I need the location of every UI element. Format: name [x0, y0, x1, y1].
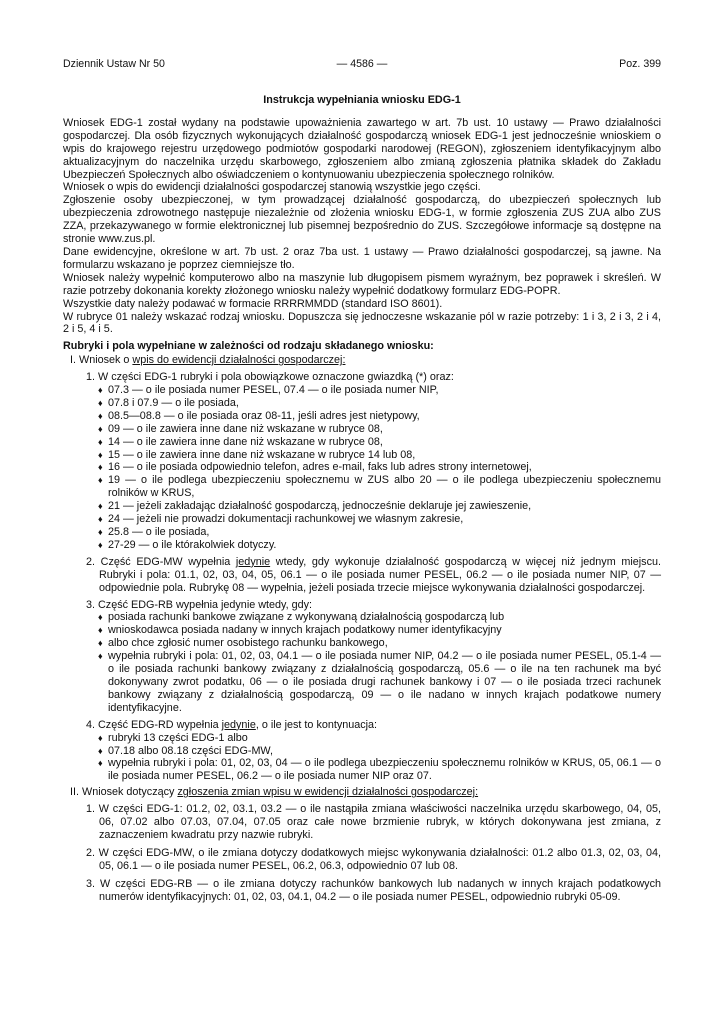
item-1 — [86, 371, 661, 552]
section-two-heading — [70, 786, 661, 799]
section-two-item: 1. W części EDG-1: 01.2, 02, 03.1, 03.2 — o ile nastąpiła zmiana właściwości naczelnika urzędu skarbowego, 04, 05, 06, 07.02 albo 07.03, 07.04, 07.05 oraz całe nowe brzmienie rubryk, w których dokonywana jest zmiana, z zaznaczeniem kwadratu przy nazwie rubryki. — [86, 803, 661, 841]
bullet-item: ♦ 15 — o ile zawiera inne dane niż wskazane w rubryce 14 lub 08, — [98, 449, 661, 462]
document-page — [63, 58, 661, 903]
item-3-heading: 3. Część EDG-RB wypełnia jedynie wtedy, gdy: — [86, 598, 313, 611]
bullet-item: ♦ 24 — jeżeli nie prowadzi dokumentacji rachunkowej we własnym zakresie, — [98, 513, 661, 526]
intro-paragraph: Wniosek o wpis do ewidencji działalności gospodarczej stanowią wszystkie jego części. — [63, 181, 481, 194]
bullet-item: ♦ 07.18 albo 08.18 części EDG-MW, — [98, 745, 661, 758]
item-3 — [86, 599, 661, 715]
bullet-item: ♦ 09 — o ile zawiera inne dane niż wskazane w rubryce 08, — [98, 423, 661, 436]
item-1-heading: 1. W części EDG-1 rubryki i pola obowiązkowe oznaczone gwiazdką (*) oraz: — [86, 371, 454, 384]
document-title: Instrukcja wypełniania wniosku EDG-1 — [263, 94, 461, 106]
intro-paragraph: W rubryce 01 należy wskazać rodzaj wniosku. Dopuszcza się jednoczesne wskazanie pól w razie potrzeby: 1 i 3, 2 i 3, 2 i 4, 2 i 5, 4 i 5. — [63, 310, 661, 336]
bullet-item: ♦ wypełnia rubryki i pola: 01, 02, 03, 04.1 — o ile posiada numer NIP, 04.2 — o ile posiada numer PESEL, 05.1-4 — o ile posiada rachunki bankowy związany z działalnością gospodarczą, 05.6 — o ile na ten rachunek ma być dokonywany zwrot podatku, 06 — o ile posiada drugi rachunek bankowy i 07 — o ile posiada trzeci rachunek bankowy związany z działalnością gospodarczą, 09 — o ile nadano w innych krajach podatkowe numery identyfikacyjne. — [98, 650, 661, 715]
journal-name: Dziennik Ustaw Nr 50 — [63, 58, 165, 70]
bullet-item: ♦ 07.8 i 07.9 — o ile posiada, — [98, 397, 661, 410]
bullet-item: ♦ 16 — o ile posiada odpowiednio telefon, adres e-mail, faks lub adres strony internetowej, — [98, 461, 661, 474]
bullet-item: ♦ albo chce zgłosić numer osobistego rachunku bankowego, — [98, 637, 661, 650]
bullet-item: ♦ 07.3 — o ile posiada numer PESEL, 07.4 — o ile posiada numer NIP, — [98, 384, 661, 397]
item-4-bullets — [86, 732, 661, 784]
bullet-item: ♦ 19 — o ile podlega ubezpieczeniu społecznemu w ZUS albo 20 — o ile podlega ubezpieczeniu społecznemu rolników w KRUS, — [98, 474, 661, 500]
bullet-item: ♦ 25.8 — o ile posiada, — [98, 526, 661, 539]
section-heading: Rubryki i pola wypełniane w zależności od rodzaju składanego wniosku: — [63, 340, 434, 353]
section-two — [70, 786, 661, 903]
bullet-item: ♦ wypełnia rubryki i pola: 01, 02, 03, 04 — o ile podlega ubezpieczeniu społecznemu rolników w KRUS, 05, 06.1 — o ile posiada numer PESEL, 06.2 — o ile posiada numer NIP oraz 07. — [98, 757, 661, 783]
item-2-text — [86, 556, 661, 595]
bullet-item: ♦ rubryki 13 części EDG-1 albo — [98, 732, 661, 745]
item-4-text-a: 4. Część EDG-RD wypełnia — [86, 718, 222, 731]
section-one-prefix: I. Wniosek o — [70, 354, 133, 367]
intro-paragraph: Wniosek należy wypełnić komputerowo albo na maszynie lub długopisem pismem wyraźnym, bez poprawek i skreśleń. W razie potrzeby dokonania korekty złożonego wniosku należy wypełnić dodatkowy formularz EDG-POPR. — [63, 271, 661, 297]
item-4-emphasis: jedynie — [221, 718, 256, 731]
section-two-underlined: zgłoszenia zmian wpisu w ewidencji działalności gospodarczej: — [177, 786, 479, 799]
item-2-text-a: 2. Część EDG-MW wypełnia — [86, 555, 236, 568]
section-one-heading — [70, 354, 661, 367]
bullet-item: ♦ 14 — o ile zawiera inne dane niż wskazane w rubryce 08, — [98, 436, 661, 449]
intro-section — [63, 117, 661, 336]
item-2 — [86, 556, 661, 595]
intro-paragraph: Dane ewidencyjne, określone w art. 7b ust. 2 oraz 7ba ust. 1 ustawy — Prawo działalności gospodarczej, są jawne. Na formularzu wskazano je poprzez ciemniejsze tło. — [63, 245, 661, 271]
section-two-item: 3. W części EDG-RB — o ile zmiana dotyczy rachunków bankowych lub nadanych w innych krajach podatkowych numerów identyfikacyjnych: 01, 02, 03, 04.1, 04.2 — o ile posiada numer PESEL, odpowiednio rubryki 05-09. — [86, 877, 661, 903]
intro-paragraph: Zgłoszenie osoby ubezpieczonej, w tym prowadzącej działalność gospodarczą, do ubezpieczeń społecznych lub ubezpieczenia zdrowotnego następuje niezależnie od złożenia wniosku EDG-1, w formie zgłoszenia ZUS ZUA albo ZUS ZZA, przekazywanego w formie elektronicznej lub pisemnej bezpośrednio do ZUS. Szczegółowe informacje są dostępne na stronie www.zus.pl. — [63, 194, 661, 246]
section-two-item: 2. W części EDG-MW, o ile zmiana dotyczy dodatkowych miejsc wykonywania działalności: 01.2 albo 01.3, 02, 03, 04, 05, 06.1 — o ile posiada numer PESEL, 06.2, 06.3, odpowiednio 07 lub 08. — [86, 846, 661, 872]
item-4-heading — [86, 719, 661, 732]
bullet-item: ♦ 21 — jeżeli zakładając działalność gospodarczą, jednocześnie deklaruje jej zawieszenie, — [98, 500, 661, 513]
intro-paragraph: Wniosek EDG-1 został wydany na podstawie upoważnienia zawartego w art. 7b ust. 10 ustawy — Prawo działalności gospodarczej. Dla osób fizycznych wykonujących działalność gospodarczą wniosek EDG-1 jest jednocześnie wnioskiem o wpis do krajowego rejestru urzędowego podmiotów gospodarki narodowej (REGON), zgłoszeniem identyfikacyjnym albo aktualizacyjnym do naczelnika urzędu skarbowego, zgłoszeniem albo zmianą zgłoszenia płatnika składek do Zakładu Ubezpieczeń Społecznych albo oświadczeniem o kontynuowaniu ubezpieczenia społecznego rolników. — [63, 116, 661, 181]
item-3-bullets — [86, 611, 661, 714]
page-number: — 4586 — — [336, 58, 388, 70]
bullet-item: ♦ 27-29 — o ile którakolwiek dotyczy. — [98, 539, 661, 552]
item-4 — [86, 719, 661, 784]
intro-paragraph: Wszystkie daty należy podawać w formacie RRRRMMDD (standard ISO 8601). — [63, 297, 443, 310]
item-2-emphasis: jedynie — [235, 555, 271, 568]
item-1-bullets — [86, 384, 661, 552]
section-two-prefix: II. Wniosek dotyczący — [70, 786, 178, 799]
section-one — [70, 354, 661, 783]
page-header — [63, 58, 661, 72]
bullet-item: ♦ wnioskodawca posiada nadany w innych krajach podatkowy numer identyfikacyjny — [98, 624, 661, 637]
section-two-items — [86, 803, 661, 903]
item-4-text-b: , o ile jest to kontynuacja: — [255, 718, 378, 731]
bullet-item: ♦ 08.5—08.8 — o ile posiada oraz 08-11, jeśli adres jest nietypowy, — [98, 410, 661, 423]
bullet-item: ♦ posiada rachunki bankowe związane z wykonywaną działalnością gospodarczą lub — [98, 611, 661, 624]
position-number: Poz. 399 — [619, 58, 661, 70]
item-2-text-b: wtedy, gdy wykonuje działalność gospodarczą w więcej niż jednym miejscu. Rubryki i pola: 01.1, 02, 03, 04, 05, 06.1 — o ile posiada numer PESEL, 06.2 — o ile posiada numer NIP, 07 — odpowiednie pola. Rubrykę 08 — wypełnia, jeżeli posiada trzecie miejsce wykonywania działalności gospodarczej. — [99, 555, 661, 594]
section-one-underlined: wpis do ewidencji działalności gospodarczej: — [132, 354, 346, 367]
